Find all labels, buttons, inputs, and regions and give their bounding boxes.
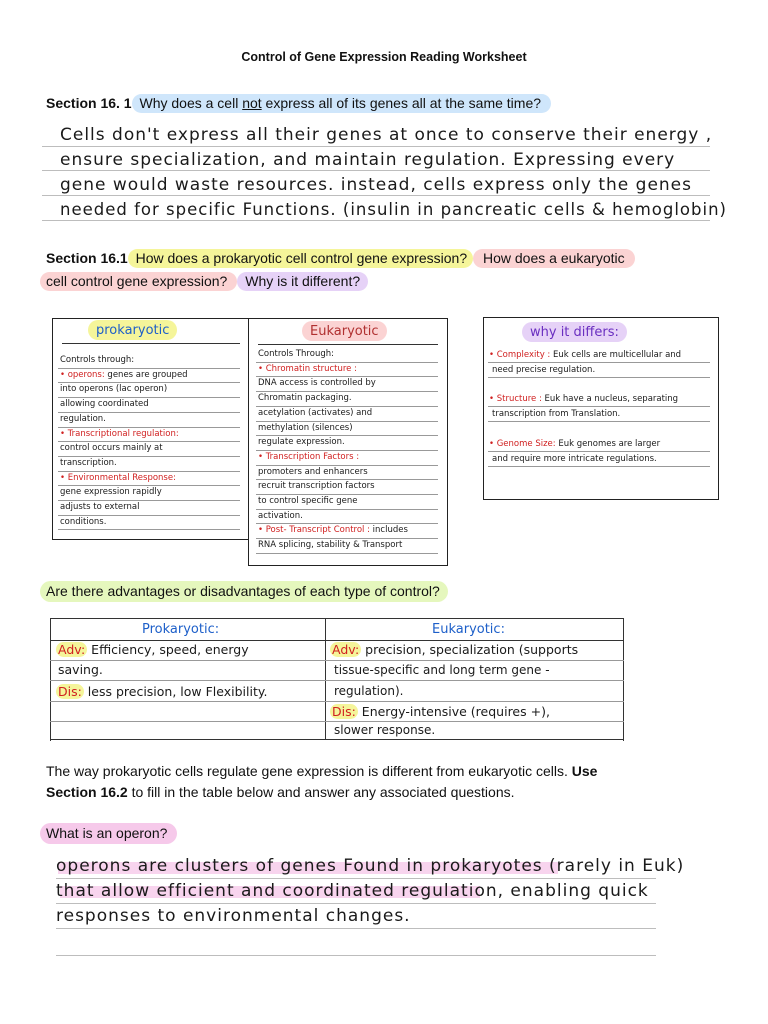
why-differs-item: • Complexity : Euk cells are multicellular and [489,350,682,360]
section-label: Section 16. 1 [46,95,132,111]
note-line: promoters and enhancers [258,466,368,477]
note-line: DNA access is controlled by [258,378,376,389]
eukaryotic-disadvantage-cont: slower response. [334,723,436,737]
why-differs-heading: why it differs: [530,325,619,340]
prokaryotic-advantage: Adv: Efficiency, speed, energy [58,642,249,657]
note-line: into operons (lac operon) [60,384,168,395]
question-4-text: What is an operon? [40,823,177,844]
note-line: transcription. [60,457,117,468]
note-line: • Environmental Response: [60,472,176,483]
question-1-text-b: express all of its genes all at the same time? [261,95,542,111]
question-3 [40,581,448,601]
note-line: methylation (silences) [258,422,353,433]
note-line: acetylation (activates) and [258,407,373,418]
note-line: control occurs mainly at [60,443,163,454]
prokaryotic-heading-highlight [88,320,177,340]
question-2-part-3: Why is it different? [237,272,368,291]
answer-1-line: needed for specific Functions. (insulin in pancreatic cells & hemoglobin) [60,200,727,219]
note-line: • Post- Transcript Control : includes [258,525,408,536]
note-line: • operons: genes are grouped [60,369,188,380]
why-differs-item: • Genome Size: Euk genomes are larger [489,439,661,449]
answer-1-line: ensure specialization, and maintain regulation. Expressing every [60,150,676,170]
eukaryotic-advantage-cont: tissue-specific and long term gene - [334,663,550,677]
why-differs-item-cont: transcription from Translation. [492,409,621,419]
note-line: activation. [258,510,303,521]
eukaryotic-disadvantage: Dis: Energy-intensive (requires +), [332,704,550,719]
note-line: Controls through: [60,355,135,365]
note-line: allowing coordinated [60,399,149,410]
question-2-part-1: How does a prokaryotic cell control gene expression? [128,249,473,268]
instructions-paragraph: The way prokaryotic cells regulate gene expression is different from eukaryotic cells. Use Section 16.2 to fill in the table below and answer any associated questions. [46,763,598,800]
question-2-part-2b: cell control gene expression? [40,272,237,291]
eukaryotic-advantage: Adv: precision, specialization (supports [332,642,579,657]
why-differs-heading-highlight [522,322,627,342]
answer-1-line: Cells don't express all their genes at once to conserve their energy , [60,125,713,145]
adv-label: Adv: [58,642,86,657]
note-line: RNA splicing, stability & Transport [258,540,403,551]
note-line: gene expression rapidly [60,487,162,498]
note-line: Controls Through: [258,349,334,359]
question-1-highlight [132,94,551,113]
question-3-text: Are there advantages or disadvantages of each type of control? [40,581,448,602]
note-line: regulate expression. [258,437,345,448]
question-1 [46,93,551,113]
note-line: regulation. [60,413,106,424]
note-line: to control specific gene [258,496,358,506]
answer-4-line: responses to environmental changes. [56,906,411,926]
answer-1-line: gene would waste resources. instead, cells express only the genes [60,175,693,195]
answer-4-line: that allow efficient and coordinated regulation, enabling quick [56,881,649,901]
why-differs-item-cont: and require more intricate regulations. [492,454,657,464]
section-label: Section 16.1 [46,250,128,266]
dis-label: Dis: [58,684,82,699]
note-line: • Transcriptional regulation: [60,428,179,439]
dis-label: Dis: [332,704,356,719]
prokaryotic-advantage-cont: saving. [58,662,103,677]
worksheet-title: Control of Gene Expression Reading Worksheet [241,50,527,64]
why-differs-item: • Structure : Euk have a nucleus, separating [489,394,679,404]
question-4 [40,823,177,843]
answer-4-line: operons are clusters of genes Found in prokaryotes (rarely in Euk) [56,856,685,876]
note-line: recruit transcription factors [258,481,375,492]
prokaryotic-heading: prokaryotic [96,323,170,338]
table-eukaryotic-heading: Eukaryotic: [432,622,505,637]
note-line: • Transcription Factors : [258,451,360,462]
note-line: conditions. [60,516,107,527]
why-differs-item-cont: need precise regulation. [492,365,596,375]
note-line: • Chromatin structure : [258,363,357,374]
note-line: adjusts to external [60,502,140,512]
question-2-line-2 [40,271,368,291]
adv-label: Adv: [332,642,360,657]
table-prokaryotic-heading: Prokaryotic: [142,622,220,637]
note-line: Chromatin packaging. [258,393,352,404]
question-2-part-2: How does a eukaryotic [473,249,635,268]
prokaryotic-disadvantage: Dis: less precision, low Flexibility. [58,684,268,699]
eukaryotic-heading-highlight [302,321,387,341]
question-1-text-a: Why does a cell [135,95,243,111]
question-2 [46,248,635,268]
eukaryotic-advantage-cont: regulation). [334,684,404,698]
question-1-not: not [242,95,262,111]
eukaryotic-heading: Eukaryotic [310,324,379,339]
